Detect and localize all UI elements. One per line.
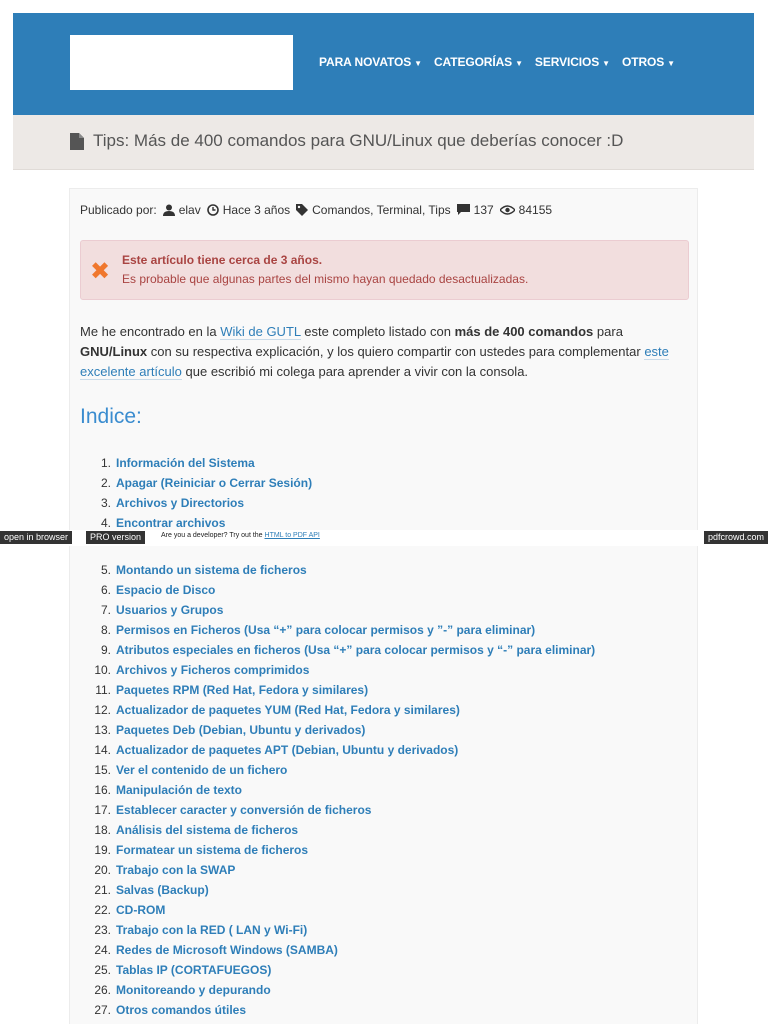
index-link[interactable]: Paquetes Deb (Debian, Ubuntu y derivados)	[116, 723, 366, 737]
list-item	[84, 840, 595, 860]
list-item	[84, 560, 595, 580]
list-item	[84, 493, 312, 513]
intro-bold: GNU/Linux	[80, 344, 148, 359]
view-count: 84155	[518, 203, 553, 217]
item-number: 14.	[94, 743, 111, 757]
nav-categorias[interactable]	[428, 55, 529, 69]
pdfcrowd-bar	[0, 530, 768, 546]
index-heading: Indice:	[80, 405, 142, 428]
index-link[interactable]: Encontrar archivos	[116, 516, 226, 530]
index-link[interactable]: Redes de Microsoft Windows (SAMBA)	[116, 943, 338, 957]
item-number: 10.	[94, 663, 111, 677]
item-number: 6.	[100, 583, 111, 597]
outdated-alert	[80, 240, 689, 300]
user-icon	[163, 204, 175, 216]
nav-label: CATEGORÍAS	[433, 55, 513, 69]
list-item	[84, 900, 595, 920]
page-title: Tips: Más de 400 comandos para GNU/Linux que deberías conocer :D	[93, 131, 624, 150]
index-link[interactable]: Información del Sistema	[116, 456, 255, 470]
item-number: 3.	[100, 496, 111, 510]
pro-version-button[interactable]: PRO version	[86, 531, 145, 544]
list-item	[84, 680, 595, 700]
promo-text: Are you a developer? Try out the	[161, 532, 265, 539]
index-link[interactable]: Apagar (Reiniciar o Cerrar Sesión)	[116, 476, 313, 490]
post-time: Hace 3 años	[222, 203, 291, 217]
list-item	[84, 580, 595, 600]
list-item	[84, 1000, 595, 1020]
index-link[interactable]: Tablas IP (CORTAFUEGOS)	[116, 963, 272, 977]
list-item	[84, 740, 595, 760]
list-item	[84, 760, 595, 780]
item-number: 20.	[94, 863, 111, 877]
comment-icon	[457, 204, 470, 216]
index-link[interactable]: Formatear un sistema de ficheros	[116, 843, 309, 857]
caret-down-icon: ▼	[515, 59, 523, 68]
list-item	[84, 980, 595, 1000]
nav-label: SERVICIOS	[534, 55, 600, 69]
list-item	[84, 960, 595, 980]
post-meta	[80, 203, 552, 217]
item-number: 5.	[100, 563, 111, 577]
item-number: 8.	[100, 623, 111, 637]
index-link[interactable]: Monitoreando y depurando	[116, 983, 271, 997]
list-item	[84, 920, 595, 940]
site-logo[interactable]	[70, 35, 293, 90]
navbar	[13, 13, 754, 115]
item-number: 7.	[100, 603, 111, 617]
intro-text: que escribió mi colega para aprender a vivir con la consola.	[181, 364, 529, 379]
index-list-continued	[84, 560, 595, 1020]
item-number: 1.	[100, 456, 111, 470]
clock-icon	[207, 204, 219, 216]
list-item	[84, 660, 595, 680]
caret-down-icon: ▼	[667, 59, 675, 68]
item-number: 18.	[94, 823, 111, 837]
intro-bold: más de 400 comandos	[454, 324, 594, 339]
item-number: 23.	[94, 923, 111, 937]
open-in-browser-button[interactable]: open in browser	[0, 531, 72, 544]
index-link[interactable]: Espacio de Disco	[116, 583, 216, 597]
intro-text: Me he encontrado en la	[80, 324, 221, 339]
list-item	[84, 700, 595, 720]
item-number: 12.	[94, 703, 111, 717]
title-bar	[13, 115, 754, 170]
list-item	[84, 860, 595, 880]
intro-paragraph	[80, 322, 692, 382]
list-item	[84, 880, 595, 900]
nav-para-novatos[interactable]	[313, 55, 428, 69]
list-item	[84, 940, 595, 960]
item-number: 13.	[94, 723, 111, 737]
index-link[interactable]: Trabajo con la SWAP	[116, 863, 236, 877]
index-link[interactable]: Actualizador de paquetes YUM (Red Hat, Fedora y similares)	[116, 703, 460, 717]
index-link[interactable]: Manipulación de texto	[116, 783, 243, 797]
item-number: 4.	[100, 516, 111, 530]
eye-icon	[500, 205, 515, 215]
alert-message: Es probable que algunas partes del mismo hayan quedado desactualizadas.	[122, 272, 529, 286]
item-number: 19.	[94, 843, 111, 857]
item-number: 16.	[94, 783, 111, 797]
comment-count[interactable]: 137	[473, 203, 494, 217]
item-number: 24.	[94, 943, 111, 957]
index-link[interactable]: CD-ROM	[116, 903, 166, 917]
index-link[interactable]: Montando un sistema de ficheros	[116, 563, 307, 577]
index-link[interactable]: Salvas (Backup)	[116, 883, 209, 897]
alert-title: Este artículo tiene cerca de 3 años.	[122, 253, 323, 267]
main-nav	[313, 55, 681, 69]
nav-servicios[interactable]	[529, 55, 616, 69]
index-link[interactable]: Atributos especiales en ficheros (Usa “+” para colocar permisos y “-” para eliminar)	[116, 643, 596, 657]
close-x-icon: ✖	[90, 258, 111, 285]
list-item	[84, 453, 312, 473]
list-item	[84, 800, 595, 820]
developer-promo	[161, 532, 320, 539]
list-item	[84, 620, 595, 640]
index-link[interactable]: Permisos en Ficheros (Usa “+” para colocar permisos y ”-” para eliminar)	[116, 623, 536, 637]
pdfcrowd-brand-link[interactable]: pdfcrowd.com	[704, 531, 768, 544]
author-link[interactable]: elav	[178, 203, 201, 217]
tag-icon	[296, 204, 308, 216]
published-label: Publicado por:	[80, 203, 157, 217]
index-link[interactable]: Archivos y Directorios	[116, 496, 245, 510]
article-card	[69, 188, 698, 1024]
list-item	[84, 473, 312, 493]
index-list	[84, 453, 312, 533]
list-item	[84, 640, 595, 660]
index-link[interactable]: Otros comandos útiles	[116, 1003, 247, 1017]
post-tags[interactable]: Comandos, Terminal, Tips	[312, 203, 451, 217]
item-number: 22.	[94, 903, 111, 917]
index-link[interactable]: Usuarios y Grupos	[116, 603, 224, 617]
nav-otros[interactable]	[616, 55, 681, 69]
index-link[interactable]: Paquetes RPM (Red Hat, Fedora y similares)	[116, 683, 369, 697]
item-number: 26.	[94, 983, 111, 997]
item-number: 9.	[100, 643, 111, 657]
item-number: 27.	[94, 1003, 111, 1017]
list-item	[84, 820, 595, 840]
nav-label: PARA NOVATOS	[319, 55, 412, 69]
index-link[interactable]: Análisis del sistema de ficheros	[116, 823, 299, 837]
intro-text: con su respectiva explicación, y los quiero compartir con ustedes para complementar	[147, 344, 645, 359]
wiki-gutl-link[interactable]: Wiki de GUTL	[220, 324, 301, 339]
item-number: 15.	[94, 763, 111, 777]
nav-label: OTROS	[621, 55, 665, 69]
index-link[interactable]: Archivos y Ficheros comprimidos	[116, 663, 310, 677]
item-number: 21.	[94, 883, 111, 897]
list-item	[84, 780, 595, 800]
index-link[interactable]: Actualizador de paquetes APT (Debian, Ubuntu y derivados)	[116, 743, 459, 757]
caret-down-icon: ▼	[602, 59, 610, 68]
index-link[interactable]: Trabajo con la RED ( LAN y Wi-Fi)	[116, 923, 308, 937]
caret-down-icon: ▼	[414, 59, 422, 68]
item-number: 25.	[94, 963, 111, 977]
item-number: 11.	[95, 683, 111, 697]
item-number: 17.	[94, 803, 111, 817]
list-item	[84, 720, 595, 740]
article-link[interactable]: este excelente artículo	[80, 344, 669, 379]
document-icon	[70, 133, 84, 150]
index-link[interactable]: Establecer caracter y conversión de ficheros	[116, 803, 372, 817]
list-item	[84, 600, 595, 620]
index-link[interactable]: Ver el contenido de un fichero	[116, 763, 288, 777]
intro-text: este completo listado con	[300, 324, 455, 339]
html-to-pdf-api-link[interactable]: HTML to PDF API	[264, 532, 320, 539]
item-number: 2.	[100, 476, 111, 490]
intro-text: para	[593, 324, 623, 339]
